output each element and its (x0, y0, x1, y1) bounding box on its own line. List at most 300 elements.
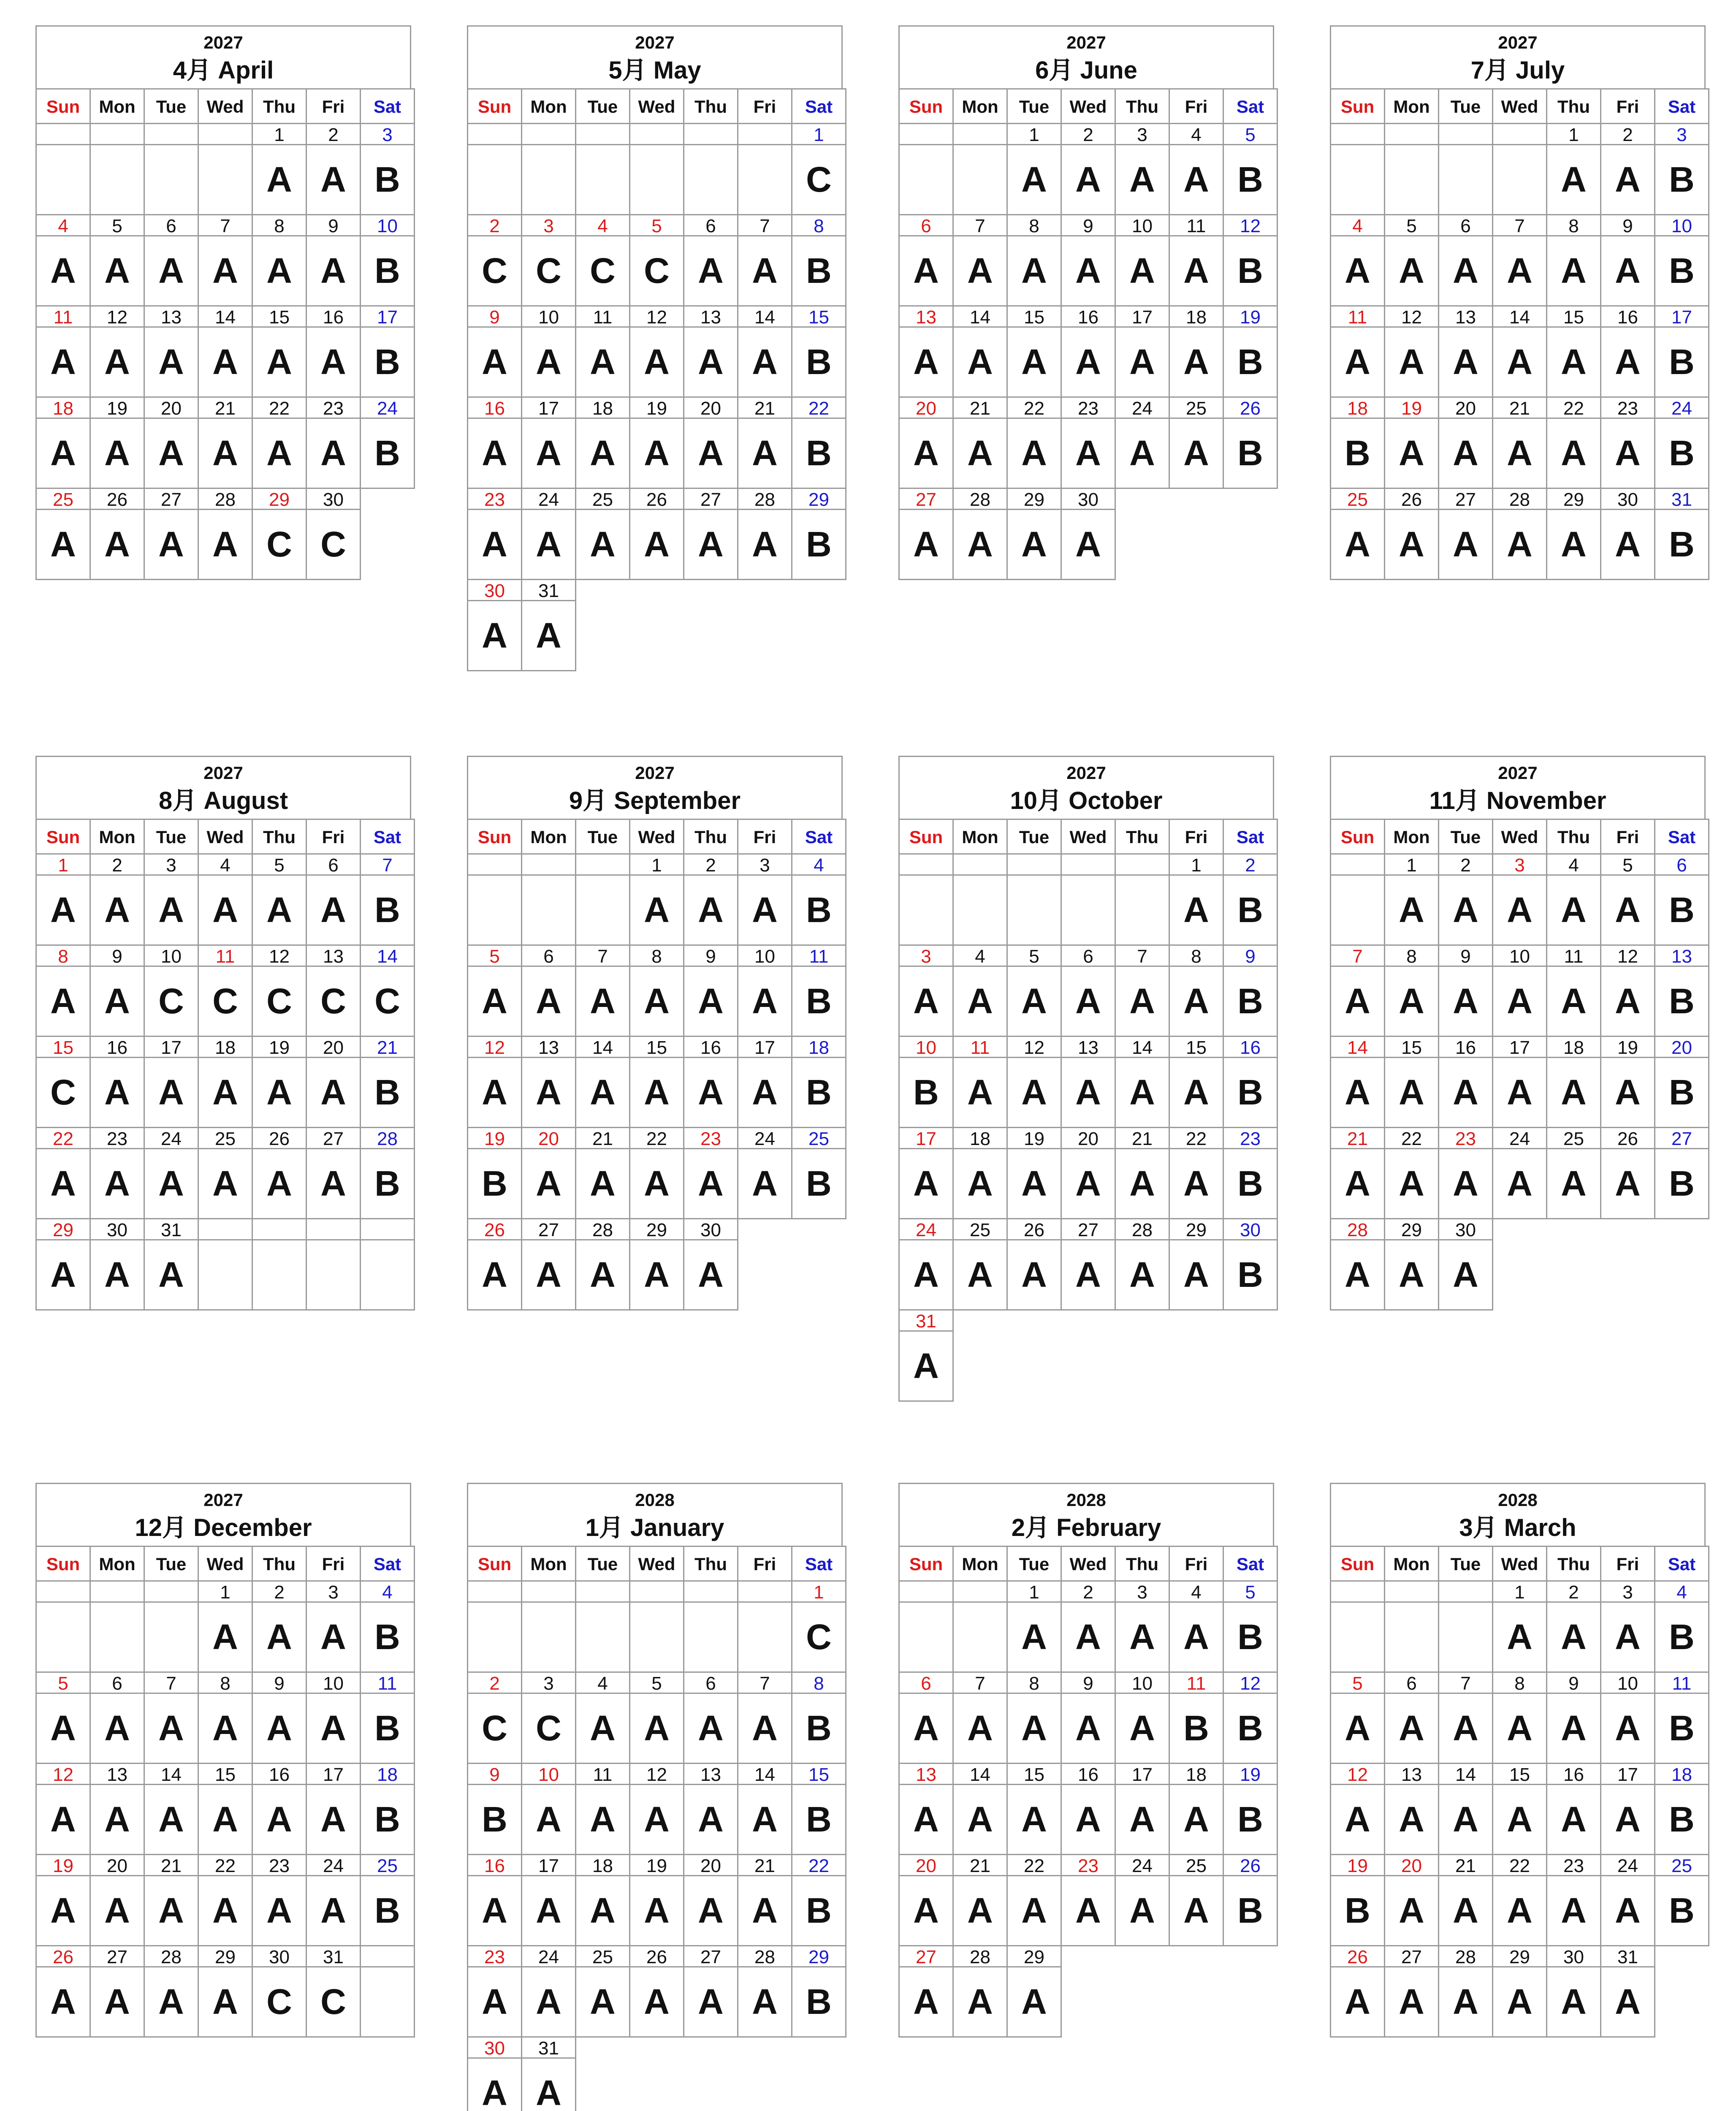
day-cell[interactable] (575, 1671, 630, 1764)
day-cell[interactable] (521, 305, 576, 398)
day-cell[interactable] (90, 1127, 145, 1219)
day-cell[interactable] (1654, 488, 1709, 580)
day-cell[interactable] (1115, 1580, 1170, 1673)
day-cell[interactable] (306, 1763, 361, 1855)
day-cell[interactable] (952, 396, 1008, 489)
day-cell[interactable] (1384, 488, 1439, 580)
day-cell[interactable] (791, 1036, 846, 1128)
day-cell[interactable] (1546, 1763, 1601, 1855)
day-cell[interactable] (144, 1854, 199, 1946)
day-cell[interactable] (1384, 396, 1439, 489)
day-cell[interactable] (35, 1854, 91, 1946)
day-cell[interactable] (252, 1671, 307, 1764)
day-cell[interactable] (737, 944, 792, 1037)
day-cell[interactable] (90, 853, 145, 946)
day-cell[interactable] (1169, 1127, 1224, 1219)
day-cell[interactable] (791, 853, 846, 946)
day-cell[interactable] (1600, 1036, 1655, 1128)
day-cell[interactable] (252, 1580, 307, 1673)
day-cell[interactable] (575, 1945, 630, 2038)
day-cell[interactable] (1546, 305, 1601, 398)
day-cell[interactable] (35, 1671, 91, 1764)
day-cell[interactable] (1223, 1127, 1278, 1219)
day-cell[interactable] (1492, 1580, 1547, 1673)
day-cell[interactable] (1006, 1763, 1062, 1855)
day-cell[interactable] (1492, 1763, 1547, 1855)
day-cell[interactable] (1492, 1127, 1547, 1219)
day-cell[interactable] (467, 579, 522, 671)
day-cell[interactable] (629, 396, 684, 489)
day-cell[interactable] (1061, 1036, 1116, 1128)
day-cell[interactable] (521, 488, 576, 580)
day-cell[interactable] (1169, 1218, 1224, 1311)
day-cell[interactable] (952, 488, 1008, 580)
day-cell[interactable] (306, 853, 361, 946)
day-cell[interactable] (1546, 396, 1601, 489)
day-cell[interactable] (467, 1127, 522, 1219)
day-cell[interactable] (1169, 214, 1224, 307)
day-cell[interactable] (1006, 1036, 1062, 1128)
day-cell[interactable] (629, 1218, 684, 1311)
day-cell[interactable] (90, 1854, 145, 1946)
day-cell[interactable] (198, 1671, 253, 1764)
day-cell[interactable] (1223, 1580, 1278, 1673)
day-cell[interactable] (1061, 1127, 1116, 1219)
day-cell[interactable] (737, 396, 792, 489)
day-cell[interactable] (1115, 944, 1170, 1037)
day-cell[interactable] (575, 1036, 630, 1128)
day-cell[interactable] (35, 944, 91, 1037)
day-cell[interactable] (1169, 1671, 1224, 1764)
day-cell[interactable] (1115, 1218, 1170, 1311)
day-cell[interactable] (90, 396, 145, 489)
day-cell[interactable] (521, 1671, 576, 1764)
day-cell[interactable] (1546, 214, 1601, 307)
day-cell[interactable] (952, 944, 1008, 1037)
day-cell[interactable] (629, 1763, 684, 1855)
day-cell[interactable] (683, 1671, 738, 1764)
day-cell[interactable] (198, 1127, 253, 1219)
day-cell[interactable] (575, 214, 630, 307)
day-cell[interactable] (1330, 1671, 1385, 1764)
day-cell[interactable] (1546, 853, 1601, 946)
day-cell[interactable] (467, 1218, 522, 1311)
day-cell[interactable] (952, 1763, 1008, 1855)
day-cell[interactable] (1438, 1218, 1493, 1311)
day-cell[interactable] (1006, 123, 1062, 215)
day-cell[interactable] (1223, 853, 1278, 946)
day-cell[interactable] (467, 1671, 522, 1764)
day-cell[interactable] (35, 1945, 91, 2038)
day-cell[interactable] (1169, 1854, 1224, 1946)
day-cell[interactable] (252, 853, 307, 946)
day-cell[interactable] (360, 853, 415, 946)
day-cell[interactable] (1654, 123, 1709, 215)
day-cell[interactable] (467, 488, 522, 580)
day-cell[interactable] (1654, 1763, 1709, 1855)
day-cell[interactable] (1654, 214, 1709, 307)
day-cell[interactable] (1384, 214, 1439, 307)
day-cell[interactable] (144, 1127, 199, 1219)
day-cell[interactable] (144, 1763, 199, 1855)
day-cell[interactable] (952, 214, 1008, 307)
day-cell[interactable] (144, 944, 199, 1037)
day-cell[interactable] (1600, 1671, 1655, 1764)
day-cell[interactable] (791, 488, 846, 580)
day-cell[interactable] (791, 214, 846, 307)
day-cell[interactable] (1600, 305, 1655, 398)
day-cell[interactable] (306, 214, 361, 307)
day-cell[interactable] (1006, 944, 1062, 1037)
day-cell[interactable] (952, 1854, 1008, 1946)
day-cell[interactable] (1438, 1036, 1493, 1128)
day-cell[interactable] (683, 488, 738, 580)
day-cell[interactable] (1169, 123, 1224, 215)
day-cell[interactable] (1492, 396, 1547, 489)
day-cell[interactable] (737, 1036, 792, 1128)
day-cell[interactable] (1223, 1218, 1278, 1311)
day-cell[interactable] (1169, 1763, 1224, 1855)
day-cell[interactable] (1384, 944, 1439, 1037)
day-cell[interactable] (629, 1945, 684, 2038)
day-cell[interactable] (1223, 396, 1278, 489)
day-cell[interactable] (467, 1036, 522, 1128)
day-cell[interactable] (898, 488, 954, 580)
day-cell[interactable] (737, 305, 792, 398)
day-cell[interactable] (521, 1945, 576, 2038)
day-cell[interactable] (144, 488, 199, 580)
day-cell[interactable] (35, 305, 91, 398)
day-cell[interactable] (737, 1945, 792, 2038)
day-cell[interactable] (791, 1671, 846, 1764)
day-cell[interactable] (467, 944, 522, 1037)
day-cell[interactable] (683, 1763, 738, 1855)
day-cell[interactable] (629, 488, 684, 580)
day-cell[interactable] (1384, 305, 1439, 398)
day-cell[interactable] (35, 1127, 91, 1219)
day-cell[interactable] (306, 1854, 361, 1946)
day-cell[interactable] (737, 1671, 792, 1764)
day-cell[interactable] (898, 1127, 954, 1219)
day-cell[interactable] (1438, 944, 1493, 1037)
day-cell[interactable] (1006, 1671, 1062, 1764)
day-cell[interactable] (1600, 488, 1655, 580)
day-cell[interactable] (521, 214, 576, 307)
day-cell[interactable] (1061, 1218, 1116, 1311)
day-cell[interactable] (35, 1763, 91, 1855)
day-cell[interactable] (467, 2036, 522, 2111)
day-cell[interactable] (252, 1036, 307, 1128)
day-cell[interactable] (1169, 853, 1224, 946)
day-cell[interactable] (629, 853, 684, 946)
day-cell[interactable] (898, 1763, 954, 1855)
day-cell[interactable] (1384, 1945, 1439, 2038)
day-cell[interactable] (90, 214, 145, 307)
day-cell[interactable] (1492, 1036, 1547, 1128)
day-cell[interactable] (1223, 1763, 1278, 1855)
day-cell[interactable] (575, 396, 630, 489)
day-cell[interactable] (1330, 305, 1385, 398)
day-cell[interactable] (521, 944, 576, 1037)
day-cell[interactable] (1115, 1763, 1170, 1855)
day-cell[interactable] (1223, 214, 1278, 307)
day-cell[interactable] (198, 853, 253, 946)
day-cell[interactable] (521, 579, 576, 671)
day-cell[interactable] (898, 1309, 954, 1402)
day-cell[interactable] (306, 1127, 361, 1219)
day-cell[interactable] (737, 1127, 792, 1219)
day-cell[interactable] (35, 488, 91, 580)
day-cell[interactable] (1546, 1671, 1601, 1764)
day-cell[interactable] (629, 1036, 684, 1128)
day-cell[interactable] (144, 396, 199, 489)
day-cell[interactable] (1546, 1854, 1601, 1946)
day-cell[interactable] (1654, 1036, 1709, 1128)
day-cell[interactable] (360, 396, 415, 489)
day-cell[interactable] (467, 305, 522, 398)
day-cell[interactable] (952, 1036, 1008, 1128)
day-cell[interactable] (144, 305, 199, 398)
day-cell[interactable] (791, 123, 846, 215)
day-cell[interactable] (1223, 1036, 1278, 1128)
day-cell[interactable] (1330, 944, 1385, 1037)
day-cell[interactable] (1061, 396, 1116, 489)
day-cell[interactable] (1006, 305, 1062, 398)
day-cell[interactable] (1546, 944, 1601, 1037)
day-cell[interactable] (360, 1036, 415, 1128)
day-cell[interactable] (90, 1218, 145, 1311)
day-cell[interactable] (791, 396, 846, 489)
day-cell[interactable] (198, 1945, 253, 2038)
day-cell[interactable] (306, 1580, 361, 1673)
day-cell[interactable] (1384, 853, 1439, 946)
day-cell[interactable] (952, 1671, 1008, 1764)
day-cell[interactable] (1384, 1036, 1439, 1128)
day-cell[interactable] (360, 214, 415, 307)
day-cell[interactable] (1600, 396, 1655, 489)
day-cell[interactable] (198, 1036, 253, 1128)
day-cell[interactable] (360, 1580, 415, 1673)
day-cell[interactable] (1384, 1671, 1439, 1764)
day-cell[interactable] (898, 1854, 954, 1946)
day-cell[interactable] (521, 396, 576, 489)
day-cell[interactable] (629, 214, 684, 307)
day-cell[interactable] (198, 214, 253, 307)
day-cell[interactable] (360, 944, 415, 1037)
day-cell[interactable] (952, 1127, 1008, 1219)
day-cell[interactable] (1169, 1580, 1224, 1673)
day-cell[interactable] (1006, 214, 1062, 307)
day-cell[interactable] (360, 123, 415, 215)
day-cell[interactable] (683, 1036, 738, 1128)
day-cell[interactable] (683, 1218, 738, 1311)
day-cell[interactable] (1438, 305, 1493, 398)
day-cell[interactable] (1115, 1127, 1170, 1219)
day-cell[interactable] (1330, 1218, 1385, 1311)
day-cell[interactable] (1546, 1580, 1601, 1673)
day-cell[interactable] (1115, 123, 1170, 215)
day-cell[interactable] (683, 1945, 738, 2038)
day-cell[interactable] (575, 944, 630, 1037)
day-cell[interactable] (1006, 1945, 1062, 2038)
day-cell[interactable] (306, 1945, 361, 2038)
day-cell[interactable] (575, 1127, 630, 1219)
day-cell[interactable] (1330, 1036, 1385, 1128)
day-cell[interactable] (575, 305, 630, 398)
day-cell[interactable] (575, 1218, 630, 1311)
day-cell[interactable] (1600, 1580, 1655, 1673)
day-cell[interactable] (683, 214, 738, 307)
day-cell[interactable] (1654, 1127, 1709, 1219)
day-cell[interactable] (683, 1854, 738, 1946)
day-cell[interactable] (90, 305, 145, 398)
day-cell[interactable] (1438, 1763, 1493, 1855)
day-cell[interactable] (198, 488, 253, 580)
day-cell[interactable] (1438, 396, 1493, 489)
day-cell[interactable] (1223, 123, 1278, 215)
day-cell[interactable] (1061, 214, 1116, 307)
day-cell[interactable] (252, 1945, 307, 2038)
day-cell[interactable] (1384, 1854, 1439, 1946)
day-cell[interactable] (1330, 214, 1385, 307)
day-cell[interactable] (1492, 1854, 1547, 1946)
day-cell[interactable] (1169, 944, 1224, 1037)
day-cell[interactable] (898, 214, 954, 307)
day-cell[interactable] (1654, 1671, 1709, 1764)
day-cell[interactable] (252, 944, 307, 1037)
day-cell[interactable] (252, 1127, 307, 1219)
day-cell[interactable] (1654, 305, 1709, 398)
day-cell[interactable] (1654, 396, 1709, 489)
day-cell[interactable] (1115, 396, 1170, 489)
day-cell[interactable] (1492, 214, 1547, 307)
day-cell[interactable] (144, 1218, 199, 1311)
day-cell[interactable] (1600, 123, 1655, 215)
day-cell[interactable] (1438, 1854, 1493, 1946)
day-cell[interactable] (1384, 1127, 1439, 1219)
day-cell[interactable] (629, 944, 684, 1037)
day-cell[interactable] (144, 1036, 199, 1128)
day-cell[interactable] (252, 396, 307, 489)
day-cell[interactable] (306, 944, 361, 1037)
day-cell[interactable] (1115, 1854, 1170, 1946)
day-cell[interactable] (629, 1671, 684, 1764)
day-cell[interactable] (1384, 1763, 1439, 1855)
day-cell[interactable] (144, 853, 199, 946)
day-cell[interactable] (360, 1127, 415, 1219)
day-cell[interactable] (467, 1763, 522, 1855)
day-cell[interactable] (1438, 488, 1493, 580)
day-cell[interactable] (629, 305, 684, 398)
day-cell[interactable] (1006, 1854, 1062, 1946)
day-cell[interactable] (90, 1671, 145, 1764)
day-cell[interactable] (360, 305, 415, 398)
day-cell[interactable] (1600, 1127, 1655, 1219)
day-cell[interactable] (1438, 214, 1493, 307)
day-cell[interactable] (1546, 1036, 1601, 1128)
day-cell[interactable] (1438, 1945, 1493, 2038)
day-cell[interactable] (898, 396, 954, 489)
day-cell[interactable] (90, 1763, 145, 1855)
day-cell[interactable] (898, 305, 954, 398)
day-cell[interactable] (683, 396, 738, 489)
day-cell[interactable] (35, 853, 91, 946)
day-cell[interactable] (144, 1671, 199, 1764)
day-cell[interactable] (1061, 1854, 1116, 1946)
day-cell[interactable] (1061, 1671, 1116, 1764)
day-cell[interactable] (1492, 944, 1547, 1037)
day-cell[interactable] (521, 1218, 576, 1311)
day-cell[interactable] (1654, 1854, 1709, 1946)
day-cell[interactable] (521, 1127, 576, 1219)
day-cell[interactable] (252, 1854, 307, 1946)
day-cell[interactable] (791, 944, 846, 1037)
day-cell[interactable] (521, 1036, 576, 1128)
day-cell[interactable] (521, 1763, 576, 1855)
day-cell[interactable] (1492, 488, 1547, 580)
day-cell[interactable] (1169, 1036, 1224, 1128)
day-cell[interactable] (1600, 853, 1655, 946)
day-cell[interactable] (1061, 944, 1116, 1037)
day-cell[interactable] (898, 1671, 954, 1764)
day-cell[interactable] (1600, 944, 1655, 1037)
day-cell[interactable] (198, 1854, 253, 1946)
day-cell[interactable] (575, 1763, 630, 1855)
day-cell[interactable] (1330, 1854, 1385, 1946)
day-cell[interactable] (1330, 396, 1385, 489)
day-cell[interactable] (252, 1763, 307, 1855)
day-cell[interactable] (1006, 1580, 1062, 1673)
day-cell[interactable] (737, 1763, 792, 1855)
day-cell[interactable] (306, 305, 361, 398)
day-cell[interactable] (306, 123, 361, 215)
day-cell[interactable] (1061, 305, 1116, 398)
day-cell[interactable] (1600, 1945, 1655, 2038)
day-cell[interactable] (35, 1218, 91, 1311)
day-cell[interactable] (791, 1854, 846, 1946)
day-cell[interactable] (898, 1945, 954, 2038)
day-cell[interactable] (306, 1036, 361, 1128)
day-cell[interactable] (521, 1854, 576, 1946)
day-cell[interactable] (360, 1854, 415, 1946)
day-cell[interactable] (360, 1671, 415, 1764)
day-cell[interactable] (575, 1854, 630, 1946)
day-cell[interactable] (252, 123, 307, 215)
day-cell[interactable] (198, 944, 253, 1037)
day-cell[interactable] (198, 305, 253, 398)
day-cell[interactable] (1492, 1945, 1547, 2038)
day-cell[interactable] (1654, 944, 1709, 1037)
day-cell[interactable] (898, 1218, 954, 1311)
day-cell[interactable] (1169, 305, 1224, 398)
day-cell[interactable] (737, 488, 792, 580)
day-cell[interactable] (683, 1127, 738, 1219)
day-cell[interactable] (952, 1945, 1008, 2038)
day-cell[interactable] (1115, 305, 1170, 398)
day-cell[interactable] (90, 1036, 145, 1128)
day-cell[interactable] (1438, 1671, 1493, 1764)
day-cell[interactable] (90, 488, 145, 580)
day-cell[interactable] (1006, 1127, 1062, 1219)
day-cell[interactable] (1384, 1218, 1439, 1311)
day-cell[interactable] (360, 1763, 415, 1855)
day-cell[interactable] (90, 944, 145, 1037)
day-cell[interactable] (467, 1945, 522, 2038)
day-cell[interactable] (1223, 305, 1278, 398)
day-cell[interactable] (198, 1580, 253, 1673)
day-cell[interactable] (1115, 1671, 1170, 1764)
day-cell[interactable] (791, 1945, 846, 2038)
